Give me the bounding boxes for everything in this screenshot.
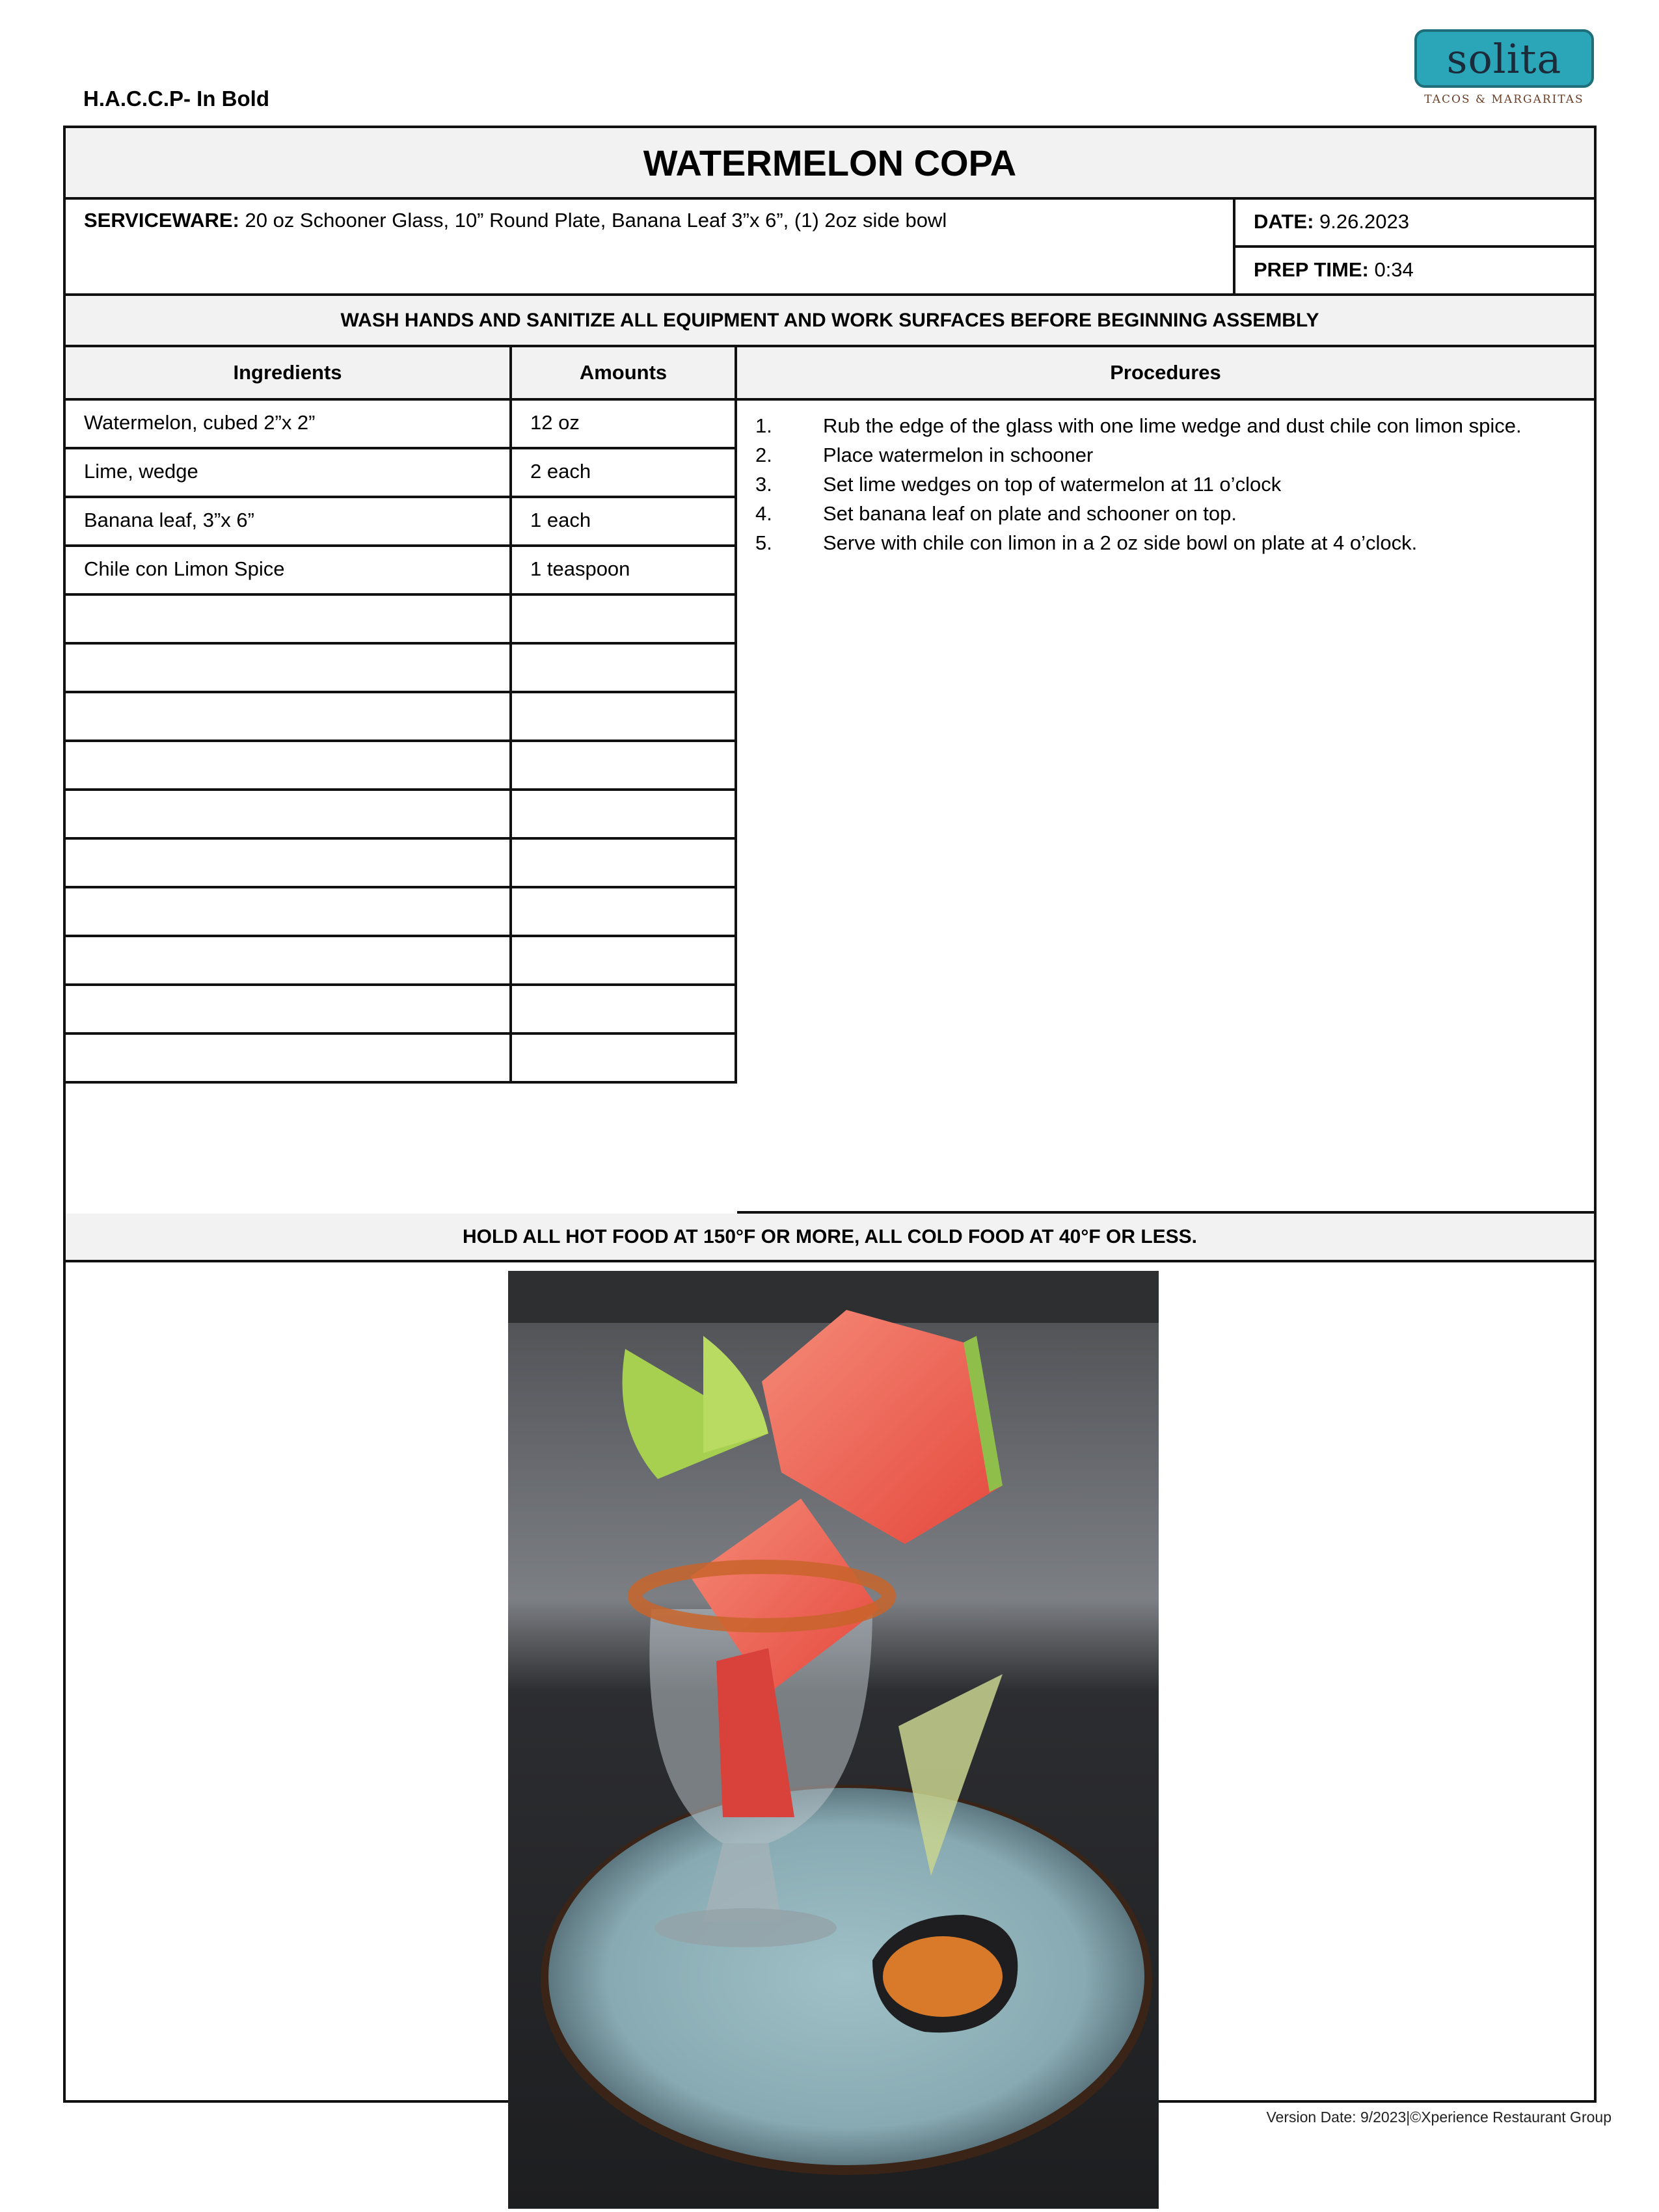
- procedure-step-number: 3.: [755, 473, 772, 496]
- ingredient-amount-cell: [512, 840, 737, 888]
- ingredient-amount-cell: [512, 742, 737, 791]
- ingredient-name-cell: Banana leaf, 3”x 6”: [66, 498, 512, 547]
- ingredient-name-cell: [66, 693, 512, 742]
- recipe-title: WATERMELON COPA: [66, 128, 1594, 200]
- procedure-step: [755, 528, 1568, 557]
- procedure-step-number: 1.: [755, 414, 772, 437]
- date-field: [1235, 200, 1594, 248]
- procedures-list: [755, 411, 1568, 557]
- temperature-notice: HOLD ALL HOT FOOD AT 150°F OR MORE, ALL COLD FOOD AT 40°F OR LESS.: [66, 1214, 1594, 1262]
- ingredients-header: Ingredients: [66, 347, 512, 401]
- ingredient-amount-cell: [512, 888, 737, 937]
- serviceware-field: [66, 200, 1235, 296]
- ingredient-name-cell: [66, 840, 512, 888]
- prep-time-field: [1235, 248, 1594, 296]
- procedures-area: [737, 401, 1594, 1214]
- ingredient-amount-cell: [512, 1035, 737, 1084]
- ingredient-name-cell: Lime, wedge: [66, 449, 512, 498]
- ingredient-amount-cell: 2 each: [512, 449, 737, 498]
- ingredient-amount-cell: 1 teaspoon: [512, 547, 737, 596]
- wash-hands-notice: WASH HANDS AND SANITIZE ALL EQUIPMENT AND WORK SURFACES BEFORE BEGINNING ASSEMBLY: [66, 296, 1594, 347]
- ingredient-amount-cell: 12 oz: [512, 401, 737, 449]
- ingredient-name-cell: [66, 742, 512, 791]
- amounts-header: Amounts: [512, 347, 737, 401]
- procedure-step: [755, 470, 1568, 499]
- procedure-step: [755, 440, 1568, 470]
- ingredient-amount-cell: [512, 693, 737, 742]
- ingredient-amount-cell: [512, 986, 737, 1035]
- procedure-step-number: 5.: [755, 531, 772, 554]
- procedure-step-text: Rub the edge of the glass with one lime wedge and dust chile con limon spice.: [823, 414, 1522, 437]
- logo-wordmark: solita: [1414, 29, 1594, 88]
- recipe-card: [63, 126, 1597, 2103]
- ingredient-amount-cell: [512, 645, 737, 693]
- ingredient-amount-cell: [512, 596, 737, 645]
- ingredient-name-cell: [66, 791, 512, 840]
- dish-photo: [508, 1271, 1159, 2209]
- ingredient-name-cell: [66, 1035, 512, 1084]
- ingredient-name-cell: Chile con Limon Spice: [66, 547, 512, 596]
- ingredient-amount-cell: 1 each: [512, 498, 737, 547]
- procedure-step-text: Set banana leaf on plate and schooner on top.: [823, 502, 1237, 525]
- procedure-step: [755, 411, 1568, 440]
- procedure-step-text: Serve with chile con limon in a 2 oz side bowl on plate at 4 o’clock.: [823, 531, 1418, 554]
- procedure-step-text: Set lime wedges on top of watermelon at 11 o’clock: [823, 473, 1282, 496]
- solita-logo: [1413, 29, 1595, 114]
- ingredient-name-cell: [66, 596, 512, 645]
- ingredient-name-cell: [66, 888, 512, 937]
- ingredient-amount-cell: [512, 791, 737, 840]
- ingredient-name-cell: [66, 986, 512, 1035]
- ingredient-amount-cell: [512, 937, 737, 986]
- ingredient-name-cell: Watermelon, cubed 2”x 2”: [66, 401, 512, 449]
- procedure-step-text: Place watermelon in schooner: [823, 444, 1094, 466]
- prep-time-label: PREP TIME:: [1254, 258, 1369, 281]
- ingredient-name-cell: [66, 937, 512, 986]
- procedures-header: Procedures: [737, 347, 1594, 401]
- serviceware-label: SERVICEWARE:: [84, 209, 239, 232]
- date-value: 9.26.2023: [1314, 210, 1409, 233]
- prep-time-value: 0:34: [1368, 258, 1414, 281]
- procedure-step-number: 4.: [755, 502, 772, 525]
- procedure-step-number: 2.: [755, 444, 772, 466]
- version-footer: Version Date: 9/2023|©Xperience Restaurant Group: [1266, 2109, 1612, 2125]
- serviceware-value: 20 oz Schooner Glass, 10” Round Plate, Banana Leaf 3”x 6”, (1) 2oz side bowl: [239, 209, 947, 232]
- procedure-step: [755, 499, 1568, 528]
- haccp-note: H.A.C.C.P- In Bold: [83, 87, 269, 111]
- ingredient-name-cell: [66, 645, 512, 693]
- logo-tagline: TACOS & MARGARITAS: [1424, 93, 1584, 106]
- date-label: DATE:: [1254, 210, 1314, 233]
